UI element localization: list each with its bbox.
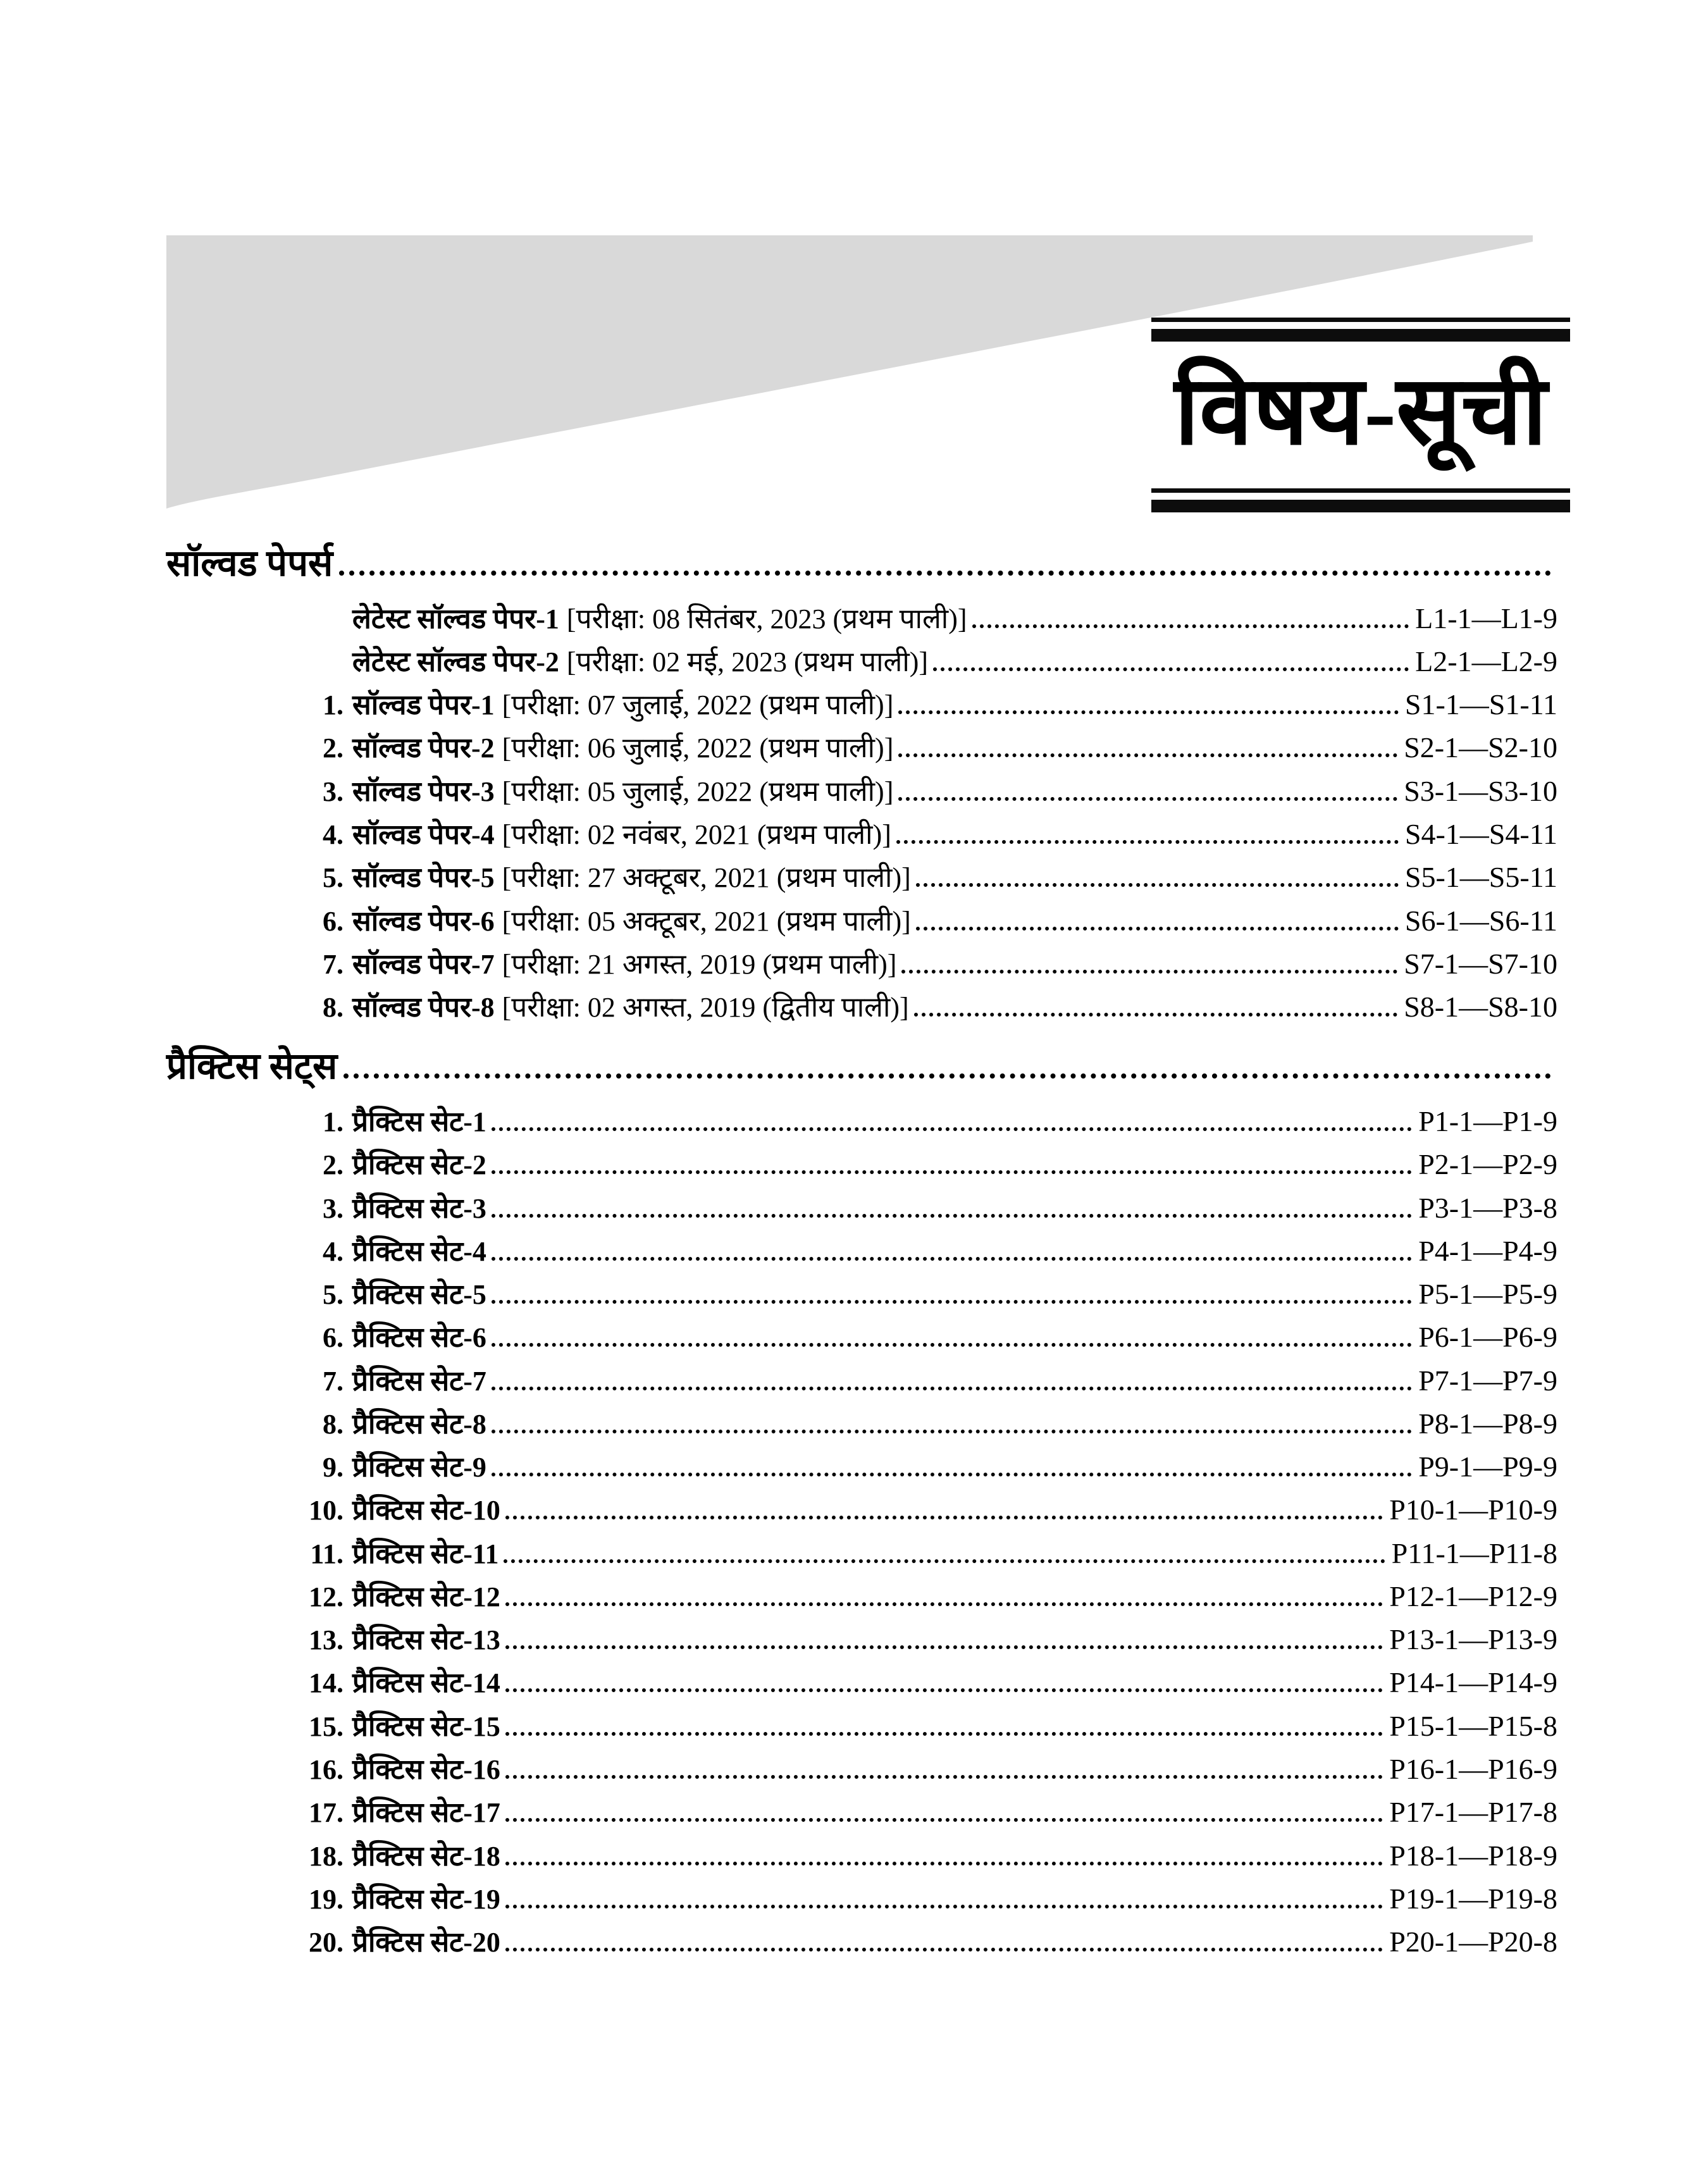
toc-entry xyxy=(166,1191,1557,1225)
toc-entry xyxy=(166,1320,1557,1354)
entry-page-range: P5-1—P5-9 xyxy=(1418,1278,1557,1311)
entry-exam-detail: [परीक्षा: 07 जुलाई, 2022 (प्रथम पाली)] xyxy=(502,690,894,721)
entry-page-range: S7-1—S7-10 xyxy=(1404,947,1557,980)
entry-label: प्रैक्टिस सेट-2 xyxy=(352,1149,486,1181)
toc-entry xyxy=(166,1104,1557,1139)
page-title-box xyxy=(1151,318,1570,512)
toc-entry xyxy=(166,1925,1557,1959)
entry-label: प्रैक्टिस सेट-13 xyxy=(352,1624,500,1656)
dot-leader xyxy=(492,1170,1412,1174)
entry-label: प्रैक्टिस सेट-5 xyxy=(352,1279,486,1311)
dot-leader xyxy=(505,1732,1383,1736)
entry-number: 16. xyxy=(309,1754,343,1786)
entry-number: 7. xyxy=(323,948,343,980)
entry-number: 18. xyxy=(309,1840,343,1872)
dot-leader xyxy=(492,1257,1412,1261)
entry-label: प्रैक्टिस सेट-16 xyxy=(352,1754,500,1786)
toc-entry xyxy=(166,1450,1557,1484)
entry-label: लेटेस्ट सॉल्वड पेपर-1 xyxy=(352,603,559,634)
entry-number: 13. xyxy=(309,1624,343,1656)
entry-number: 5. xyxy=(323,862,343,894)
entry-label: सॉल्वड पेपर-4 xyxy=(352,819,495,851)
table-of-contents xyxy=(166,543,1557,1968)
section-heading xyxy=(166,1046,1557,1088)
entry-page-range: P11-1—P11-8 xyxy=(1391,1537,1557,1569)
entry-number: 2. xyxy=(323,1149,343,1181)
entry-label: प्रैक्टिस सेट-1 xyxy=(352,1106,486,1138)
entry-page-range: P17-1—P17-8 xyxy=(1389,1796,1557,1829)
entry-exam-detail: [परीक्षा: 08 सितंबर, 2023 (प्रथम पाली)] xyxy=(566,603,967,634)
entry-label: लेटेस्ट सॉल्वड पेपर-2 xyxy=(352,646,559,677)
entry-number: 14. xyxy=(309,1667,343,1699)
entry-number: 20. xyxy=(309,1927,343,1958)
toc-entry xyxy=(166,1147,1557,1182)
entry-page-range: P15-1—P15-8 xyxy=(1389,1709,1557,1742)
dot-leader xyxy=(914,1013,1398,1017)
entry-exam-detail: [परीक्षा: 02 मई, 2023 (प्रथम पाली)] xyxy=(566,646,929,677)
entry-number: 7. xyxy=(323,1365,343,1397)
entry-exam-detail: [परीक्षा: 02 नवंबर, 2021 (प्रथम पाली)] xyxy=(502,819,891,851)
page-title: विषय-सूची xyxy=(1174,358,1547,464)
entry-number: 8. xyxy=(323,1408,343,1440)
entry-page-range: P12-1—P12-9 xyxy=(1389,1580,1557,1612)
dot-leader xyxy=(505,1645,1383,1649)
toc-entry xyxy=(166,1537,1557,1571)
toc-entry xyxy=(166,1580,1557,1614)
title-rule-top-thick xyxy=(1151,329,1570,342)
toc-entry xyxy=(166,1709,1557,1743)
dot-leader xyxy=(505,1948,1383,1951)
entry-label: प्रैक्टिस सेट-19 xyxy=(352,1883,500,1915)
toc-entry xyxy=(166,774,1557,808)
entry-number: 4. xyxy=(323,819,343,851)
dot-leader xyxy=(916,927,1399,931)
entry-page-range: P8-1—P8-9 xyxy=(1418,1407,1557,1440)
entry-exam-detail: [परीक्षा: 06 जुलाई, 2022 (प्रथम पाली)] xyxy=(502,733,894,764)
entry-label: सॉल्वड पेपर-5 xyxy=(352,862,495,894)
toc-entry xyxy=(166,1839,1557,1873)
dot-leader xyxy=(898,753,1397,757)
entry-number: 19. xyxy=(309,1883,343,1915)
dot-leader xyxy=(933,667,1409,671)
entry-page-range: P3-1—P3-8 xyxy=(1418,1191,1557,1224)
entry-page-range: S4-1—S4-11 xyxy=(1404,818,1557,851)
dot-leader xyxy=(339,571,1551,576)
entry-label: प्रैक्टिस सेट-14 xyxy=(352,1667,500,1699)
entry-page-range: P18-1—P18-9 xyxy=(1389,1839,1557,1872)
toc-entry xyxy=(166,688,1557,722)
entry-exam-detail: [परीक्षा: 02 अगस्त, 2019 (द्वितीय पाली)] xyxy=(502,992,909,1023)
entry-number: 12. xyxy=(309,1581,343,1612)
entry-number: 15. xyxy=(309,1710,343,1742)
dot-leader xyxy=(505,1862,1383,1865)
entry-label: प्रैक्टिस सेट-8 xyxy=(352,1408,486,1440)
section-rows xyxy=(166,602,1557,1025)
entry-label: प्रैक्टिस सेट-15 xyxy=(352,1710,500,1742)
entry-number: 3. xyxy=(323,1192,343,1224)
entry-number: 11. xyxy=(310,1538,343,1569)
entry-number: 10. xyxy=(309,1495,343,1526)
entry-page-range: P20-1—P20-8 xyxy=(1389,1926,1557,1958)
entry-label: प्रैक्टिस सेट-6 xyxy=(352,1322,486,1354)
dot-leader xyxy=(972,624,1409,628)
entry-label: सॉल्वड पेपर-6 xyxy=(352,905,495,937)
entry-page-range: S8-1—S8-10 xyxy=(1404,991,1557,1023)
entry-page-range: P1-1—P1-9 xyxy=(1418,1105,1557,1138)
title-rule-top-thin xyxy=(1151,318,1570,322)
entry-number: 17. xyxy=(309,1797,343,1829)
entry-page-range: P10-1—P10-9 xyxy=(1389,1493,1557,1526)
dot-leader xyxy=(492,1473,1412,1476)
section-heading xyxy=(166,543,1557,585)
toc-entry xyxy=(166,1666,1557,1700)
toc-entry xyxy=(166,1882,1557,1916)
entry-number: 8. xyxy=(323,992,343,1023)
dot-leader xyxy=(492,1214,1412,1218)
entry-page-range: S5-1—S5-11 xyxy=(1404,861,1557,894)
dot-leader xyxy=(505,1818,1383,1822)
toc-entry xyxy=(166,602,1557,636)
entry-label: सॉल्वड पेपर-2 xyxy=(352,733,495,764)
entry-label: प्रैक्टिस सेट-20 xyxy=(352,1927,500,1958)
entry-label: सॉल्वड पेपर-1 xyxy=(352,690,495,721)
toc-entry xyxy=(166,1795,1557,1829)
dot-leader xyxy=(492,1343,1412,1347)
dot-leader xyxy=(505,1688,1383,1692)
entry-number: 5. xyxy=(323,1279,343,1311)
dot-leader xyxy=(492,1430,1412,1433)
entry-exam-detail: [परीक्षा: 05 अक्टूबर, 2021 (प्रथम पाली)] xyxy=(502,905,911,937)
title-rule-bottom-thin xyxy=(1151,488,1570,493)
toc-entry xyxy=(166,1234,1557,1268)
toc-entry xyxy=(166,731,1557,765)
dot-leader xyxy=(505,1905,1383,1908)
dot-leader xyxy=(901,970,1397,974)
dot-leader xyxy=(505,1602,1383,1606)
toc-entry xyxy=(166,817,1557,851)
entry-page-range: P14-1—P14-9 xyxy=(1389,1666,1557,1699)
entry-label: प्रैक्टिस सेट-12 xyxy=(352,1581,500,1612)
entry-page-range: S2-1—S2-10 xyxy=(1404,731,1557,764)
entry-number: 2. xyxy=(323,733,343,764)
entry-label: प्रैक्टिस सेट-4 xyxy=(352,1235,486,1267)
entry-label: प्रैक्टिस सेट-7 xyxy=(352,1365,486,1397)
entry-number: 1. xyxy=(323,1106,343,1138)
dot-leader xyxy=(492,1127,1412,1131)
section-heading-text: सॉल्वड पेपर्स xyxy=(166,543,333,584)
dot-leader xyxy=(505,1775,1383,1779)
toc-entry xyxy=(166,1493,1557,1527)
entry-number: 1. xyxy=(323,690,343,721)
section-rows xyxy=(166,1104,1557,1959)
dot-leader xyxy=(505,1516,1383,1519)
dot-leader xyxy=(504,1559,1385,1563)
entry-page-range: P6-1—P6-9 xyxy=(1418,1321,1557,1354)
dot-leader xyxy=(898,710,1399,714)
toc-entry xyxy=(166,1752,1557,1786)
entry-exam-detail: [परीक्षा: 27 अक्टूबर, 2021 (प्रथम पाली)] xyxy=(502,862,911,894)
entry-page-range: L1-1—L1-9 xyxy=(1415,602,1557,634)
entry-page-range: S1-1—S1-11 xyxy=(1404,688,1557,721)
toc-entry xyxy=(166,1623,1557,1657)
entry-label: प्रैक्टिस सेट-17 xyxy=(352,1797,500,1829)
entry-page-range: S6-1—S6-11 xyxy=(1404,904,1557,937)
entry-page-range: P2-1—P2-9 xyxy=(1418,1148,1557,1181)
entry-exam-detail: [परीक्षा: 05 जुलाई, 2022 (प्रथम पाली)] xyxy=(502,776,894,807)
dot-leader xyxy=(492,1300,1412,1304)
entry-label: सॉल्वड पेपर-7 xyxy=(352,948,495,980)
entry-label: प्रैक्टिस सेट-11 xyxy=(352,1538,499,1569)
entry-number: 4. xyxy=(323,1235,343,1267)
entry-page-range: P4-1—P4-9 xyxy=(1418,1234,1557,1267)
toc-entry xyxy=(166,990,1557,1024)
entry-label: सॉल्वड पेपर-8 xyxy=(352,992,495,1023)
dot-leader xyxy=(896,840,1399,844)
toc-entry xyxy=(166,1277,1557,1311)
dot-leader xyxy=(898,797,1397,801)
entry-label: प्रैक्टिस सेट-18 xyxy=(352,1840,500,1872)
title-rule-bottom-thick xyxy=(1151,500,1570,512)
dot-leader xyxy=(343,1073,1551,1079)
entry-label: सॉल्वड पेपर-3 xyxy=(352,776,495,807)
entry-page-range: P16-1—P16-9 xyxy=(1389,1753,1557,1786)
entry-label: प्रैक्टिस सेट-9 xyxy=(352,1452,486,1483)
entry-page-range: P19-1—P19-8 xyxy=(1389,1882,1557,1915)
entry-label: प्रैक्टिस सेट-3 xyxy=(352,1192,486,1224)
entry-number: 9. xyxy=(323,1452,343,1483)
toc-entry xyxy=(166,904,1557,938)
toc-entry xyxy=(166,1407,1557,1441)
entry-number: 6. xyxy=(323,1322,343,1354)
entry-number: 3. xyxy=(323,776,343,807)
toc-entry xyxy=(166,1364,1557,1398)
entry-page-range: P13-1—P13-9 xyxy=(1389,1623,1557,1656)
entry-label: प्रैक्टिस सेट-10 xyxy=(352,1495,500,1526)
entry-number: 6. xyxy=(323,905,343,937)
entry-page-range: L2-1—L2-9 xyxy=(1415,645,1557,677)
toc-entry xyxy=(166,645,1557,679)
entry-page-range: P7-1—P7-9 xyxy=(1418,1364,1557,1397)
section-heading-text: प्रैक्टिस सेट्स xyxy=(166,1046,338,1087)
dot-leader xyxy=(492,1387,1412,1390)
entry-exam-detail: [परीक्षा: 21 अगस्त, 2019 (प्रथम पाली)] xyxy=(502,948,897,980)
toc-entry xyxy=(166,947,1557,981)
dot-leader xyxy=(916,883,1399,887)
toc-entry xyxy=(166,860,1557,894)
entry-page-range: P9-1—P9-9 xyxy=(1418,1450,1557,1483)
entry-page-range: S3-1—S3-10 xyxy=(1404,774,1557,807)
